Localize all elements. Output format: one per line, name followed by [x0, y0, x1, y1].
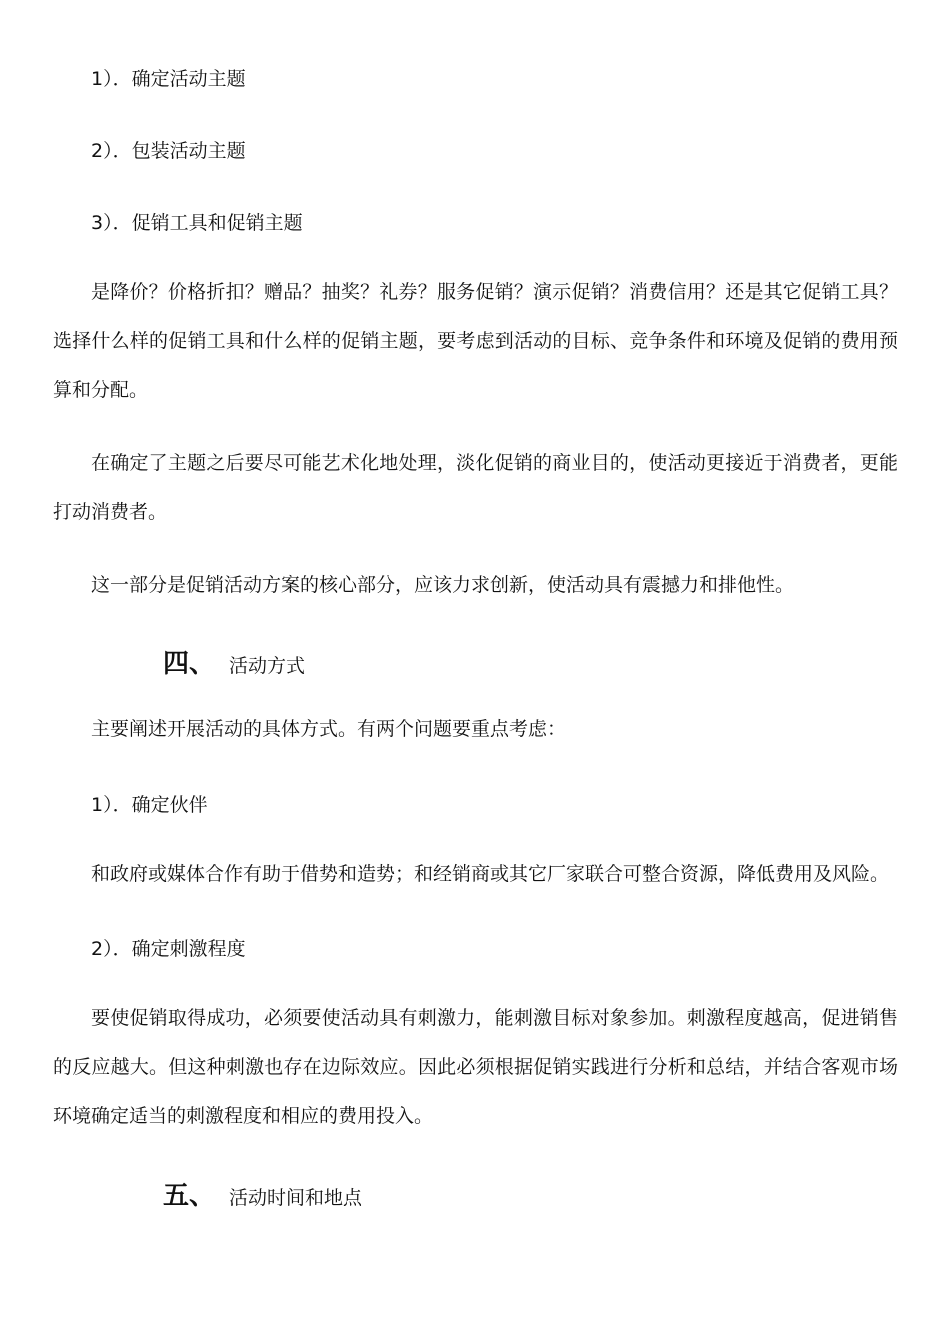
section-heading-activity-method	[163, 643, 305, 680]
paragraph-method-intro: 主要阐述开展活动的具体方式。有两个问题要重点考虑：	[91, 718, 567, 740]
section-heading-time-place	[163, 1175, 362, 1212]
paragraph-core-part: 这一部分是促销活动方案的核心部分，应该力求创新，使活动具有震撼力和排他性。	[91, 574, 795, 596]
list-item-confirm-partner: 1）．确定伙伴	[91, 794, 208, 816]
list-item-package-theme: 2）．包装活动主题	[91, 140, 246, 162]
section-number: 五、	[163, 1181, 216, 1211]
paragraph-promo-tools: 是降价？价格折扣？赠品？抽奖？礼券？服务促销？演示促销？消费信用？还是其它促销工具？选择什么样的促销工具和什么样的促销主题，要考虑到活动的目标、竞争条件和环境及促销的费用预算和分配。	[53, 281, 898, 401]
list-item-promo-tools: 3）．促销工具和促销主题	[91, 212, 303, 234]
paragraph-stimulus: 要使促销取得成功，必须要使活动具有刺激力，能刺激目标对象参加。刺激程度越高，促进销售的反应越大。但这种刺激也存在边际效应。因此必须根据促销实践进行分析和总结，并结合客观市场环境确定适当的刺激程度和相应的费用投入。	[53, 1007, 898, 1127]
section-title: 活动方式	[229, 655, 306, 677]
paragraph-partners: 和政府或媒体合作有助于借势和造势；和经销商或其它厂家联合可整合资源，降低费用及风险。	[91, 863, 890, 885]
list-item-stimulus-level: 2）．确定刺激程度	[91, 938, 246, 960]
list-item-confirm-theme: 1）．确定活动主题	[91, 68, 246, 90]
paragraph-artistic-processing: 在确定了主题之后要尽可能艺术化地处理，淡化促销的商业目的，使活动更接近于消费者，更能打动消费者。	[53, 452, 898, 523]
section-title: 活动时间和地点	[229, 1187, 363, 1209]
section-number: 四、	[163, 649, 216, 679]
